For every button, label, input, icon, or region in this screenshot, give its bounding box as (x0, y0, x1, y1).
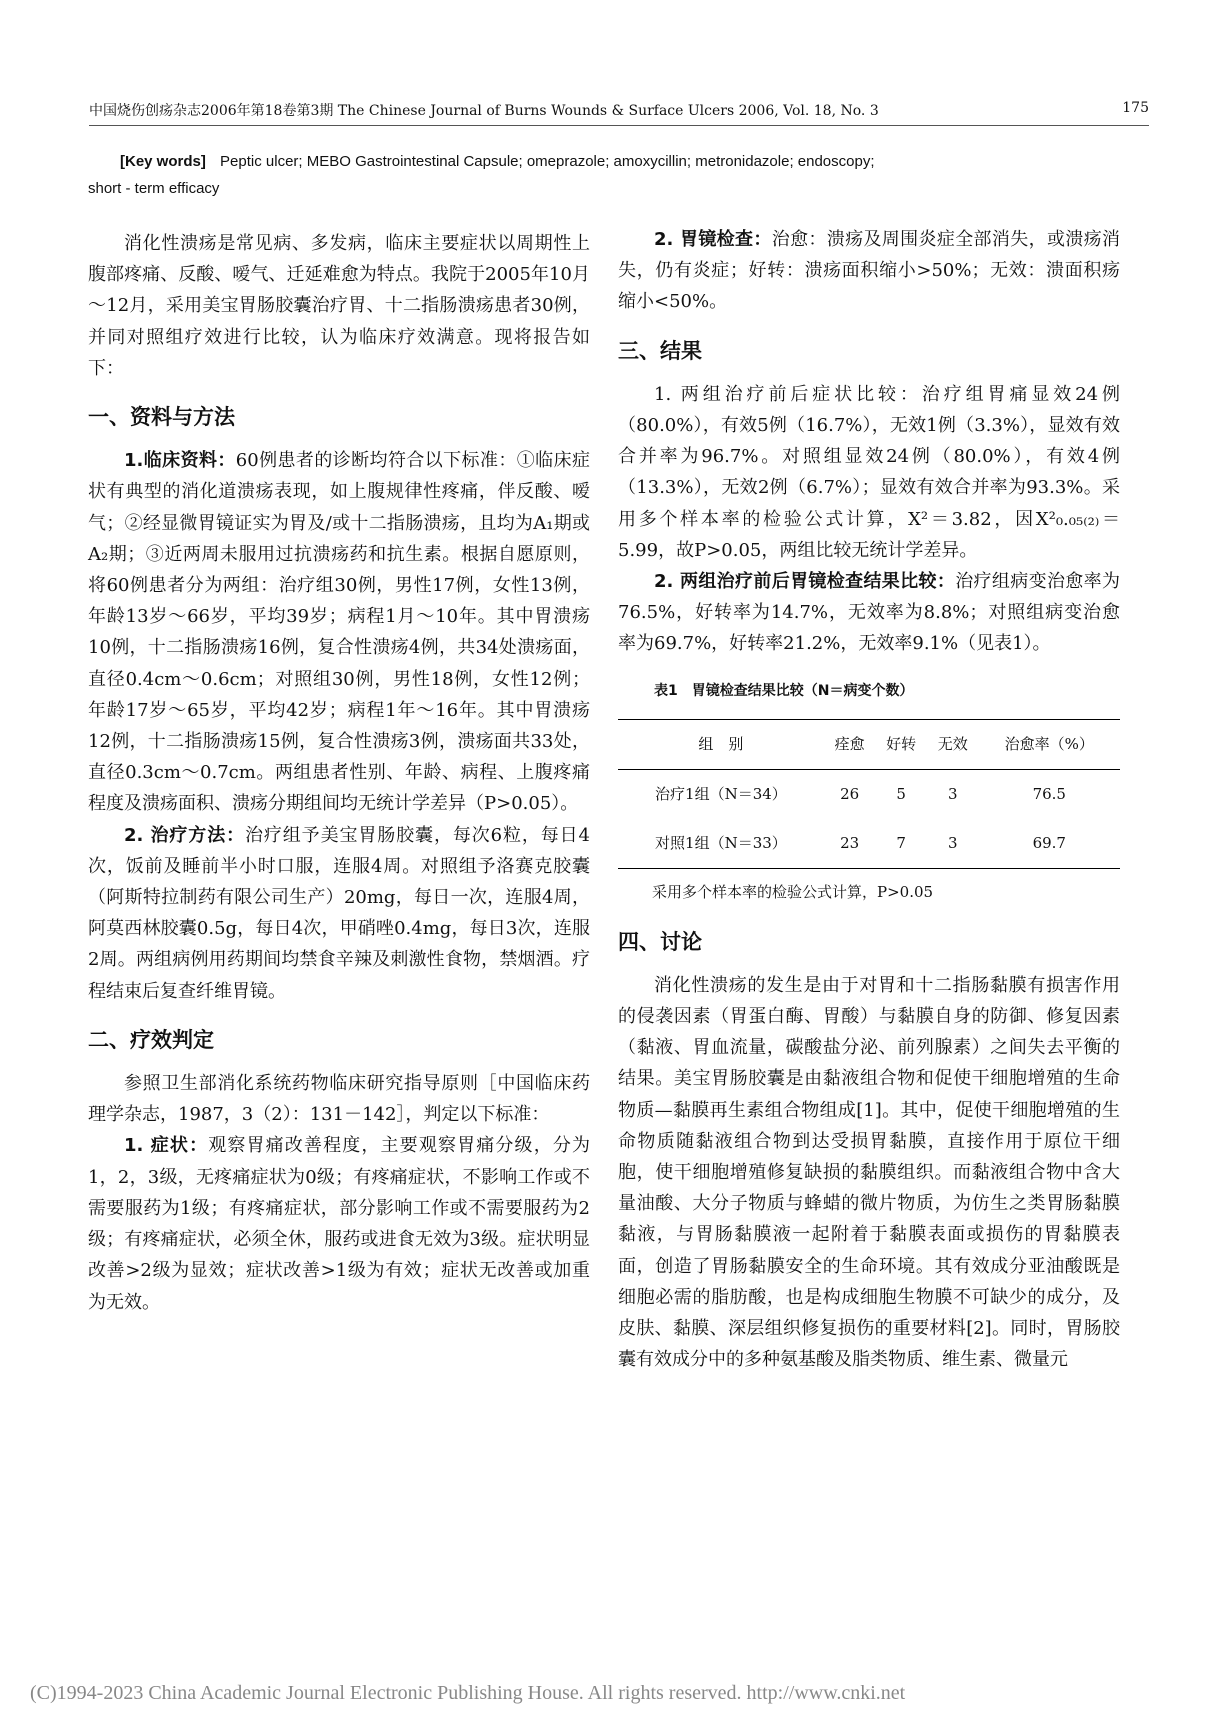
section1-p2-text: 治疗组予美宝胃肠胶囊，每次6粒，每日4次，饭前及睡前半小时口服，连服4周。对照组予洛赛克胶囊（阿斯特拉制药有限公司生产）20mg，每日一次，连服4周，阿莫西林胶囊0.5g，每日4次，甲硝唑0.4mg，每日3次，连服2周。两组病例用药期间均禁食辛辣及刺激性食物，禁烟酒。疗程结束后复查纤维胃镜。 (88, 824, 590, 1002)
section2-paragraph2 (88, 1130, 590, 1317)
section2-p2-text: 观察胃痛改善程度，主要观察胃痛分级，分为1，2，3级，无疼痛症状为0级；有疼痛症状，不影响工作或不需要服药为1级；有疼痛症状，部分影响工作或不需要服药为2级；有疼痛症状，必须全休，服药或进食无效为3级。症状明显改善>2级为显效；症状改善>1级为有效；症状无改善或加重为无效。 (88, 1135, 590, 1313)
table-cell: 69.7 (1032, 834, 1066, 853)
table-row (618, 770, 1120, 820)
table-cell: 治疗1组（N＝34） (655, 785, 787, 804)
keywords-line1: Peptic ulcer; MEBO Gastrointestinal Capsule; omeprazole; amoxycillin; metronidazole; endoscopy; (220, 153, 875, 170)
table-header-cell: 治愈率（%） (1004, 734, 1094, 753)
section2-paragraph3 (618, 224, 1120, 318)
section1-paragraph1 (88, 445, 590, 819)
table-note: 采用多个样本率的检验公式计算，P>0.05 (652, 883, 934, 902)
section1-title: 一、资料与方法 (88, 405, 235, 430)
section2-p2-lead: 1. 症状： (124, 1135, 209, 1157)
section4-paragraph1: 消化性溃疡的发生是由于对胃和十二指肠黏膜有损害作用的侵袭因素（胃蛋白酶、胃酸）与黏膜自身的防御、修复因素（黏液、胃血流量，碳酸盐分泌、前列腺素）之间失去平衡的结果。美宝胃肠胶囊是由黏液组合物和促使干细胞增殖的生命物质—黏膜再生素组合物组成[1]。其中，促使干细胞增殖的生命物质随黏液组合物到达受损胃黏膜，直接作用于原位干细胞，使干细胞增殖修复缺损的黏膜组织。而黏液组合物中含大量油酸、大分子物质与蜂蜡的微片物质，为仿生之类胃肠黏膜黏液，与胃肠黏膜液一起附着于黏膜表面或损伤的胃黏膜表面，创造了胃肠黏膜安全的生命环境。其有效成分亚油酸既是细胞必需的脂肪酸，也是构成细胞生物膜不可缺少的成分，及皮肤、黏膜、深层组织修复损伤的重要材料[2]。同时，胃肠胶囊有效成分中的多种氨基酸及脂类物质、维生素、微量元 (618, 974, 1120, 1371)
page-number: 175 (1122, 100, 1149, 116)
table-header-cell: 好转 (886, 734, 917, 753)
section2-p3-lead: 2. 胃镜检查： (654, 229, 772, 250)
section4-title: 四、讨论 (618, 929, 702, 954)
section3-p2-lead: 2. 两组治疗前后胃镜检查结果比较： (654, 571, 956, 593)
table-cell: 26 (840, 785, 860, 804)
table-cell: 3 (947, 834, 958, 853)
section1-p1-text: 60例患者的诊断均符合以下标准：①临床症状有典型的消化道溃疡表现，如上腹规律性疼痛，伴反酸、嗳气；②经显微胃镜证实为胃及/或十二指肠溃疡，且均为A₁期或A₂期；③近两周未服用过抗溃疡药和抗生素。根据自愿原则，将60例患者分为两组：治疗组30例，男性17例，女性13例，年龄13岁～66岁，平均39岁；病程1月～10年。其中胃溃疡10例，十二指肠溃疡16例，复合性溃疡4例，共34处溃疡面，直径0.4cm～0.6cm；对照组30例，男性18例，女性12例；年龄17岁～65岁，平均42岁；病程1年～16年。其中胃溃疡12例，十二指肠溃疡15例，复合性溃疡3例，溃疡面共33处，直径0.3cm～0.7cm。两组患者性别、年龄、病程、上腹疼痛程度及溃疡面积、溃疡分期组间均无统计学差异（P>0.05）。 (88, 450, 590, 815)
section3-paragraph2 (618, 566, 1120, 660)
keywords-line2: short - term efficacy (88, 180, 220, 197)
keywords-block (88, 148, 1120, 202)
table-header-row (618, 719, 1120, 769)
table-header-cell: 组 别 (698, 734, 744, 753)
keywords-label: [Key words] (120, 153, 206, 170)
section2-p3-text: 治愈：溃疡及周围炎症全部消失，或溃疡消失，仍有炎症；好转：溃疡面积缩小>50%；无效：溃面积疡缩小<50%。 (618, 229, 1120, 313)
table-caption: 表1 胃镜检查结果比较（N＝病变个数） (654, 682, 914, 699)
right-column (618, 224, 1120, 1376)
section1-p1-lead: 1.临床资料： (124, 450, 236, 472)
section3-paragraph1: 1. 两组治疗前后症状比较：治疗组胃痛显效24例（80.0%），有效5例（16.7%），无效1例（3.3%），显效有效合并率为96.7%。对照组显效24例（80.0%），有效4例（13.3%），无效2例（6.7%）；显效有效合并率为93.3%。采用多个样本率的检验公式计算，X²＝3.82，因X²₀.₀₅₍₂₎＝5.99，故P>0.05，两组比较无统计学差异。 (618, 383, 1120, 561)
table-header-cell: 痊愈 (834, 734, 865, 753)
table-cell: 5 (896, 785, 906, 804)
table-cell: 对照1组（N＝33） (655, 834, 787, 853)
section3-title: 三、结果 (618, 338, 702, 363)
section1-paragraph2 (88, 820, 590, 1007)
section2-title: 二、疗效判定 (88, 1027, 214, 1052)
section2-paragraph1: 参照卫生部消化系统药物临床研究指导原则［中国临床药理学杂志，1987，3（2）：131－142］，判定以下标准： (88, 1073, 590, 1126)
section3-p2-text: 治疗组病变治愈率为76.5%，好转率为14.7%，无效率为8.8%；对照组病变治愈率为69.7%，好转率21.2%，无效率9.1%（见表1）。 (618, 571, 1120, 655)
copyright-footer: (C)1994-2023 China Academic Journal Electronic Publishing House. All rights reserved. http://www.cnki.net (30, 1682, 906, 1704)
results-table (618, 719, 1120, 870)
table-cell: 76.5 (1032, 785, 1066, 804)
section1-p2-lead: 2. 治疗方法： (124, 824, 245, 846)
table-header-cell: 无效 (937, 734, 968, 753)
left-column (88, 228, 590, 1318)
table-cell: 7 (896, 834, 906, 853)
table-cell: 23 (840, 834, 860, 853)
journal-citation: 中国烧伤创疡杂志2006年第18卷第3期 The Chinese Journal of Burns Wounds & Surface Ulcers 2006, Vol. 18, No. 3 (89, 103, 879, 119)
table-row (618, 819, 1120, 869)
table-cell: 3 (947, 785, 958, 804)
running-header (89, 100, 1149, 126)
intro-paragraph: 消化性溃疡是常见病、多发病，临床主要症状以周期性上腹部疼痛、反酸、嗳气、迁延难愈为特点。我院于2005年10月～12月，采用美宝胃肠胶囊治疗胃、十二指肠溃疡患者30例，并同对照组疗效进行比较，认为临床疗效满意。现将报告如下： (88, 233, 590, 379)
